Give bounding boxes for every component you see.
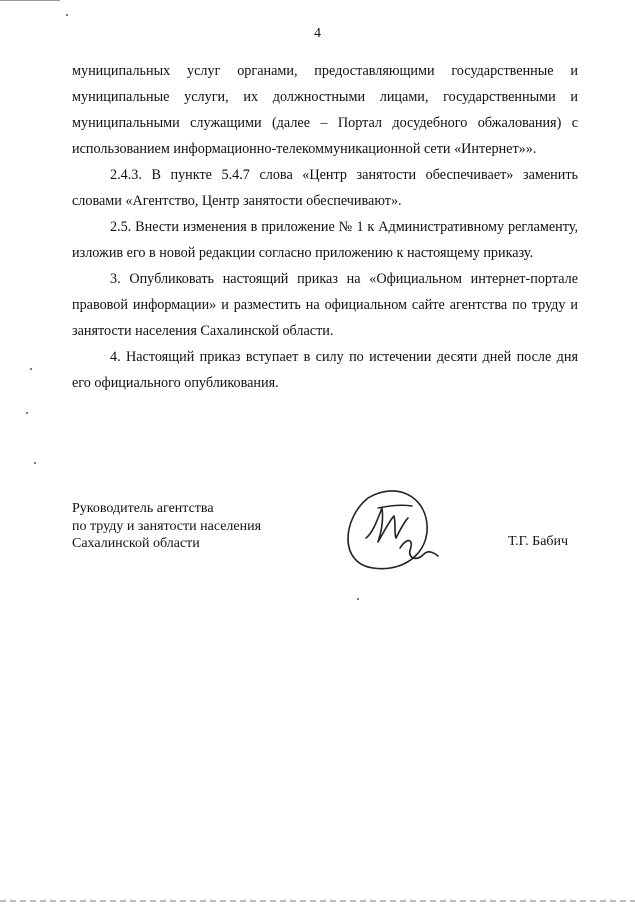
handwritten-signature bbox=[338, 478, 448, 588]
paragraph-3: 3. Опубликовать настоящий приказ на «Официальном интернет-портале правовой информации» и разместить на официальном сайте агентства по труду и занятости населения Сахалинской области. bbox=[72, 271, 578, 339]
scan-edge-mark bbox=[0, 900, 635, 902]
paragraph-4: 4. Настоящий приказ вступает в силу по истечении десяти дней после дня его официального опубликования. bbox=[72, 349, 578, 391]
signatory-position-line: Сахалинской области bbox=[72, 536, 200, 551]
paragraph-2-4-3: 2.4.3. В пункте 5.4.7 слова «Центр занятости обеспечивает» заменить словами «Агентство, Центр занятости обеспечивают». bbox=[72, 167, 578, 209]
scan-speck bbox=[30, 368, 32, 370]
paragraph-2-5: 2.5. Внести изменения в приложение № 1 к Административному регламенту, изложив его в новой редакции согласно приложению к настоящему приказу. bbox=[72, 219, 578, 261]
scan-speck bbox=[357, 598, 359, 600]
scan-speck bbox=[66, 14, 68, 16]
signatory-position bbox=[72, 500, 261, 553]
paragraph-continuation: муниципальных услуг органами, предоставляющими государственные и муниципальные услуги, их должностными лицами, государственными и муниципальными служащими (далее – Портал досудебного обжалования) с использованием информационно-телекоммуникационной сети «Интернет»». bbox=[72, 63, 578, 157]
scan-speck bbox=[26, 412, 28, 414]
signatory-position-line: по труду и занятости населения bbox=[72, 518, 262, 534]
signatory-name: Т.Г. Бабич bbox=[508, 534, 569, 549]
page-number: 4 bbox=[314, 26, 321, 41]
document-body bbox=[72, 58, 578, 396]
scan-edge-mark bbox=[0, 0, 60, 1]
signatory-position-line: Руководитель агентства bbox=[72, 501, 214, 516]
scan-speck bbox=[34, 462, 36, 464]
